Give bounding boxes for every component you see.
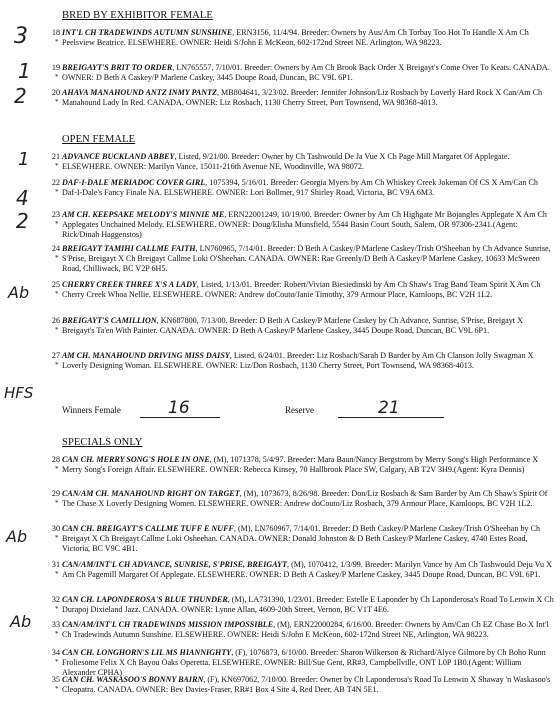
entry-number: 21 — [51, 152, 60, 161]
entry-32: 32 * CAN CH. LAPONDEROSA'S BLUE THUNDER, (M), LA731390, 1/23/01. Breeder: Estelle E Laponder by Ch Laponderosa's Road To Lenwin X Ch Durapoj Dixieland Jazz. CANADA. OWNER: Lynne Allan, 4609-20th Street, Vernon, BC V1T 4E6. — [51, 595, 554, 614]
entry-21: 21 * ADVANCE BUCKLAND ABBEY, Listed, 9/21/00. Breeder: Owner by Ch Tashwould De Ja Vue X Ch Page Mill Margaret Of Applegate. ELSEWHERE. OWNER: Marilyn Vance, 15011-216th Avenue NE, Woodinville, WA 98072. — [51, 152, 510, 171]
entry-23: 23 * AM CH. KEEPSAKE MELODY'S MINNIE ME, ERN22001249, 10/19/00. Breeder: Owner by Am Ch Highgate Mr Bojangles Applegate X Am Ch Applegates Unchained Melody. ELSEWHERE. OWNER: Doug/Elisha Munsfield, 5544 Basin Court South, Salem, OR 97306-2341.(Agent: Rick/Dinah Haggenstos) — [51, 210, 547, 239]
dog-name: AM CH. KEEPSAKE MELODY'S MINNIE ME — [62, 210, 225, 219]
dog-name: CHERRY CREEK THREE X'S A LADY — [62, 280, 197, 289]
entry-details: , Listed, 9/21/00. Breeder: Owner by Ch Tashwould De Ja Vue X Ch Page Mill Margaret Of Applegate. ELSEWHERE. OWNER: Marilyn Vance, 15011-216th Avenue NE, Woodinville, WA 98072. — [62, 152, 510, 171]
entry-number: 33 — [51, 620, 60, 629]
entry-29: 29 * CAN/AM CH. MANAHOUND RIGHT ON TARGET, (M), 1073673, 8/26/98. Breeder: Don/Liz Rosbach & Sam Barder by Am Ch Shaw's Spirit Of The Chase X Loverly Designing Women. ELSEWHERE. OWNER: Andrew doCouto/Liz Rosbach, 379 Armour Place, Kamloops, BC V2H 1L2. — [51, 489, 548, 508]
dog-name: DAF-I-DALE MERIADOC COVER GIRL — [62, 178, 206, 187]
entry-number: 27 — [51, 351, 60, 360]
entry-number: 26 — [51, 316, 60, 325]
section-heading-open-female: OPEN FEMALE — [62, 134, 136, 145]
entry-number: 22 — [51, 178, 60, 187]
entry-number: 29 — [51, 489, 60, 498]
entry-19: 19 * BREIGAYT'S BRIT TO ORDER, LN765557, 7/10/01. Breeder: Owners by Am Ch Brook Back Order X Breigayt's Come Over To Keats. CANADA. OWNER: D Beth A Caskey/P Marlene Caskey, 3445 Doupe Road, Duncan, BC V9L 6P1. — [51, 63, 550, 82]
handwritten-placement-mark: Ab — [8, 283, 30, 302]
entry-number: 35 — [51, 675, 60, 684]
entry-details: , ERN3156, 11/4/94. Breeder: Owners by Aus/Am Ch Torbay Too Hot To Handle X Am Ch Peelsview Beatrice. ELSEWHERE. OWNER: Heidi S/John E McKeon, 602-172nd Street NE. Arlington, WA 98223. — [62, 28, 529, 47]
entry-number: 19 — [51, 63, 60, 72]
handwritten-placement-mark: 1 — [18, 149, 30, 170]
entry-31: 31 * CAN/AM/INT'L CH ADVANCE, SUNRISE, S'PRISE, BREIGAYT, (M), 1070412, 1/3/99. Breeder: Marilyn Vance by Am Ch Tashwould Deju Vu X Am Ch Pagemill Margaret Of Applegate. ELSEWHERE. OWNER: D Beth A Caskey/P Marlene Caskey, 3445 Doupe Road, Duncan, BC V9L 6P1. — [51, 560, 552, 579]
handwritten-placement-mark: 2 — [16, 209, 29, 233]
winners-female-handwritten: 16 — [168, 398, 190, 418]
dog-name: ADVANCE BUCKLAND ABBEY — [62, 152, 175, 161]
entry-number: 24 — [51, 244, 60, 253]
entry-number: 32 — [51, 595, 60, 604]
entry-22: 22 * DAF-I-DALE MERIADOC COVER GIRL, 1075394, 5/16/01. Breeder: Georgia Myers by Am Ch Whiskey Creek Jokeman Of CS X Am/Can Ch Daf-I-Dale's Fancy Finale NA. ELSEWHERE. OWNER: Lori Bollmer, 917 Shirley Road, Victoria, BC V9A 6M3. — [51, 178, 538, 197]
dog-name: AM CH. MANAHOUND DRIVING MISS DAISY — [62, 351, 230, 360]
entry-number: 28 — [51, 455, 60, 464]
entry-33: 33 * CAN/AM/INT'L CH TRADEWINDS MISSION IMPOSSIBLE, (M), ERN22000284, 6/16/00. Breeder: Owners by Am/Can Ch EZ Chase Bo X Int'l Ch Tradewinds Autumn Sunshine. ELSEWHERE. OWNER: Heidi S/John E McKeon, 602-172nd Street NE, Arlington, WA 98223. — [51, 620, 549, 639]
dog-name: BREIGAYT'S BRIT TO ORDER — [62, 63, 173, 72]
dog-name: CAN CH. LAPONDEROSA'S BLUE THUNDER — [62, 595, 228, 604]
entry-18: 18 * INT'L CH TRADEWINDS AUTUMN SUNSHINE, ERN3156, 11/4/94. Breeder: Owners by Aus/Am Ch Torbay Too Hot To Handle X Am Ch Peelsview Beatrice. ELSEWHERE. OWNER: Heidi S/John E McKeon, 602-172nd Street NE. Arlington, WA 98223. — [51, 28, 529, 47]
dog-name: AHAVA MANAHOUND ANTZ INMY PANTZ — [62, 88, 217, 97]
entry-number: 18 — [51, 28, 60, 37]
handwritten-placement-mark: 1 — [18, 59, 31, 83]
entry-25: 25 * CHERRY CREEK THREE X'S A LADY, Listed, 1/13/01. Breeder: Robert/Vivian Biesiedinski by Am Ch Shaw's Trag Band Team Spirit X Am Ch Cherry Creek Whoa Nellie. ELSEWHERE. OWNER: Andrew doCouto/Janie Timothy, 379 Armour Place, Kamloops, BC V2H 1L2. — [51, 280, 541, 299]
entry-number: 25 — [51, 280, 60, 289]
entry-details: , Listed, 1/13/01. Breeder: Robert/Vivian Biesiedinski by Am Ch Shaw's Trag Band Team Spirit X Am Ch Cherry Creek Whoa Nellie. ELSEWHERE. OWNER: Andrew doCouto/Janie Timothy, 379 Armour Place, Kamloops, BC V2H 1L2. — [62, 280, 541, 299]
entry-details: , (M), 1071378, 5/4/97. Breeder: Mara Baun/Nancy Bergstrom by Merry Song's High Performance X Merry Song's Foreign Affair. ELSEWHERE. OWNER: Rebecca Kinsey, 70 Hallbrook Place SW, Calgary, AB T2V 3H9.(Agent: Kyra Dennis) — [62, 455, 539, 474]
reserve-label: Reserve — [285, 405, 314, 415]
entry-details: , (M), LA731390, 1/23/01. Breeder: Estelle E Laponder by Ch Laponderosa's Road To Lenwin X Ch Durapoj Dixieland Jazz. CANADA. OWNER: Lynne Allan, 4609-20th Street, Vernon, BC V1T 4E6. — [62, 595, 554, 614]
entry-34: 34 * CAN CH. LONGHORN'S LIL MS HIANNIGHTY, (F), 1076873, 6/10/00. Breeder: Sharon Wilkerson & Richard/Alyce Gilmore by Ch Boho Runn Froliesome Felix X Ch Bayou Oaks Operetta. ELSEWHERE. OWNER: Bill/Sue Gent, RR#3, Campbellville, ONT L0P 1B0.(Agent: William Alexander CPHA) — [51, 648, 546, 677]
entry-details: , 1075394, 5/16/01. Breeder: Georgia Myers by Am Ch Whiskey Creek Jokeman Of CS X Am/Can Ch Daf-I-Dale's Fancy Finale NA. ELSEWHERE. OWNER: Lori Bollmer, 917 Shirley Road, Victoria, BC V9A 6M3. — [62, 178, 538, 197]
entry-details: , ERN22001249, 10/19/00. Breeder: Owner by Am Ch Highgate Mr Bojangles Applegate X Am Ch Applegates Unchained Melody. ELSEWHERE. OWNER: Doug/Elisha Munsfield, 5544 Basin Court South, Salem, OR 97306-2341.(Agent: Rick/Dinah Haggenstos) — [62, 210, 547, 239]
dog-name: INT'L CH TRADEWINDS AUTUMN SUNSHINE — [62, 28, 233, 37]
handwritten-placement-mark: 3 — [14, 24, 28, 49]
section-heading-bred-by-exhibitor: BRED BY EXHIBITOR FEMALE — [62, 10, 213, 21]
dog-name: CAN CH. LONGHORN'S LIL MS HIANNIGHTY — [62, 648, 232, 657]
entry-details: , KN687800, 7/13/00. Breeder: D Beth A Caskey/P Marlene Caskey by Ch Advance, Sunrise, S'Prise, Breigayt X Breigayt's Ta'en With Painter. CANADA. OWNER: D Beth A Caskey/P Marlene Caskey, 3445 Doupe Road, Duncan, BC V9L 6P1. — [62, 316, 523, 335]
handwritten-placement-mark: 4 — [16, 186, 29, 210]
entry-number: 30 — [51, 524, 60, 533]
section-heading-specials-only: SPECIALS ONLY — [62, 437, 143, 448]
entry-number: 20 — [51, 88, 60, 97]
handwritten-placement-mark: Ab — [10, 612, 32, 631]
entry-details: , Listed, 6/24/01. Breeder: Liz Rosbach/Sarah D Barder by Am Ch Clanson Jolly Swagman X Loverly Designing Woman. ELSEWHERE. OWNER: Liz/Don Rosbach, 1130 Cherry Street, Port Townsend, WA 98368-4013. — [62, 351, 534, 370]
entry-details: , (M), 1073673, 8/26/98. Breeder: Don/Liz Rosbach & Sam Barder by Am Ch Shaw's Spirit Of The Chase X Loverly Designing Women. ELSEWHERE. OWNER: Andrew doCouto/Liz Rosbach, 379 Armour Place, Kamloops, BC V2H 1L2. — [62, 489, 548, 508]
entry-20: 20 * AHAVA MANAHOUND ANTZ INMY PANTZ, MB804641, 3/23/02. Breeder: Jennifer Johnson/Liz Rosbach by Loverly Hard Rock X Can/Am Ch Manahound Lady In Red. CANADA. OWNER: Liz Rosbach, 1130 Cherry Street, Port Townsend, WA 98368-4013. — [51, 88, 543, 107]
handwritten-placement-mark: HFS — [4, 384, 34, 402]
entry-26: 26 * BREIGAYT'S CAMILLION, KN687800, 7/13/00. Breeder: D Beth A Caskey/P Marlene Caskey by Ch Advance, Sunrise, S'Prise, Breigayt X Breigayt's Ta'en With Painter. CANADA. OWNER: D Beth A Caskey/P Marlene Caskey, 3445 Doupe Road, Duncan, BC V9L 6P1. — [51, 316, 523, 335]
dog-name: CAN/AM/INT'L CH ADVANCE, SUNRISE, S'PRISE, BREIGAYT — [62, 560, 288, 569]
handwritten-placement-mark: Ab — [6, 527, 28, 546]
entry-details: , (M), 1070412, 1/3/99. Breeder: Marilyn Vance by Am Ch Tashwould Deju Vu X Am Ch Pagemill Margaret Of Applegate. ELSEWHERE. OWNER: D Beth A Caskey/P Marlene Caskey, 3445 Doupe Road, Duncan, BC V9L 6P1. — [62, 560, 552, 579]
entry-28: 28 * CAN CH. MERRY SONG'S HOLE IN ONE, (M), 1071378, 5/4/97. Breeder: Mara Baun/Nancy Bergstrom by Merry Song's High Performance X Merry Song's Foreign Affair. ELSEWHERE. OWNER: Rebecca Kinsey, 70 Hallbrook Place SW, Calgary, AB T2V 3H9.(Agent: Kyra Dennis) — [51, 455, 539, 474]
entry-27: 27 * AM CH. MANAHOUND DRIVING MISS DAISY, Listed, 6/24/01. Breeder: Liz Rosbach/Sarah D Barder by Am Ch Clanson Jolly Swagman X Loverly Designing Woman. ELSEWHERE. OWNER: Liz/Don Rosbach, 1130 Cherry Street, Port Townsend, WA 98368-4013. — [51, 351, 534, 370]
entry-details: , (M), LN760967, 7/14/01. Breeder: D Beth Caskey/P Marlene Caskey/Trish O'Sheehan by Ch Breigayt X Ch Breigayt Callme Loki Osheehan. CANADA. OWNER: Donald Johnston & D Beth Caskey/P Marlene Caskey, 4740 Estes Road, Victoria, BC V9C 4B1. — [62, 524, 541, 553]
reserve-handwritten: 21 — [378, 398, 400, 418]
dog-name: CAN CH. WASKASOO'S BONNY BAIRN — [62, 675, 204, 684]
entry-details: , LN760965, 7/14/01. Breeder: D Beth A Caskey/P Marlene Caskey/Trish O'Sheehan by Ch Advance Sunrise, S'Prise, Breigayt X Ch Breigayt Callme Loki O'Sheehan. CANADA. OWNER: Rae Greenly/D Beth A Caskey/P Marlene Caskey, 10633 McSween Road, Chilliwack, BC V2P 6H5. — [62, 244, 551, 273]
dog-name: BREIGAYT TAMIHI CALLME FAITH — [62, 244, 196, 253]
entry-details: , MB804641, 3/23/02. Breeder: Jennifer Johnson/Liz Rosbach by Loverly Hard Rock X Can/Am Ch Manahound Lady In Red. CANADA. OWNER: Liz Rosbach, 1130 Cherry Street, Port Townsend, WA 98368-4013. — [62, 88, 543, 107]
entry-details: , (M), ERN22000284, 6/16/00. Breeder: Owners by Am/Can Ch EZ Chase Bo X Int'l Ch Tradewinds Autumn Sunshine. ELSEWHERE. OWNER: Heidi S/John E McKeon, 602-172nd Street NE, Arlington, WA 98223. — [62, 620, 549, 639]
entry-24: 24 * BREIGAYT TAMIHI CALLME FAITH, LN760965, 7/14/01. Breeder: D Beth A Caskey/P Marlene Caskey/Trish O'Sheehan by Ch Advance Sunrise, S'Prise, Breigayt X Ch Breigayt Callme Loki O'Sheehan. CANADA. OWNER: Rae Greenly/D Beth A Caskey/P Marlene Caskey, 10633 McSween Road, Chilliwack, BC V2P 6H5. — [51, 244, 551, 273]
winners-female-label: Winners Female — [62, 405, 121, 415]
entry-number: 23 — [51, 210, 60, 219]
entry-details: , LN765557, 7/10/01. Breeder: Owners by Am Ch Brook Back Order X Breigayt's Come Over To Keats. CANADA. OWNER: D Beth A Caskey/P Marlene Caskey, 3445 Doupe Road, Duncan, BC V9L 6P1. — [62, 63, 550, 82]
dog-name: CAN CH. BREIGAYT'S CALLME TUFF E NUFF — [62, 524, 234, 533]
dog-name: CAN CH. MERRY SONG'S HOLE IN ONE — [62, 455, 210, 464]
entry-number: 34 — [51, 648, 60, 657]
handwritten-placement-mark: 2 — [14, 84, 27, 108]
entry-number: 31 — [51, 560, 60, 569]
entry-details: , (F), KN697062, 7/10/00. Breeder: Owner by Ch Laponderosa's Road To Lenwin X Shaway 'n Waskasoo's Cleopatra. CANADA. OWNER: Bev Davies-Fraser, RR#1 Box 4 Site 4, Red Deer, AB T4N 5E1. — [62, 675, 551, 694]
dog-name: BREIGAYT'S CAMILLION — [62, 316, 157, 325]
entry-details: , (F), 1076873, 6/10/00. Breeder: Sharon Wilkerson & Richard/Alyce Gilmore by Ch Boho Runn Froliesome Felix X Ch Bayou Oaks Operetta. ELSEWHERE. OWNER: Bill/Sue Gent, RR#3, Campbellville, ONT L0P 1B0.(Agent: William Alexander CPHA) — [62, 648, 546, 677]
dog-name: CAN/AM CH. MANAHOUND RIGHT ON TARGET — [62, 489, 240, 498]
entry-35: 35 * CAN CH. WASKASOO'S BONNY BAIRN, (F), KN697062, 7/10/00. Breeder: Owner by Ch Laponderosa's Road To Lenwin X Shaway 'n Waskasoo's Cleopatra. CANADA. OWNER: Bev Davies-Fraser, RR#1 Box 4 Site 4, Red Deer, AB T4N 5E1. — [51, 675, 551, 694]
dog-name: CAN/AM/INT'L CH TRADEWINDS MISSION IMPOSSIBLE — [62, 620, 274, 629]
entry-30: 30 * CAN CH. BREIGAYT'S CALLME TUFF E NUFF, (M), LN760967, 7/14/01. Breeder: D Beth Caskey/P Marlene Caskey/Trish O'Sheehan by Ch Breigayt X Ch Breigayt Callme Loki Osheehan. CANADA. OWNER: Donald Johnston & D Beth Caskey/P Marlene Caskey, 4740 Estes Road, Victoria, BC V9C 4B1. — [51, 524, 541, 553]
